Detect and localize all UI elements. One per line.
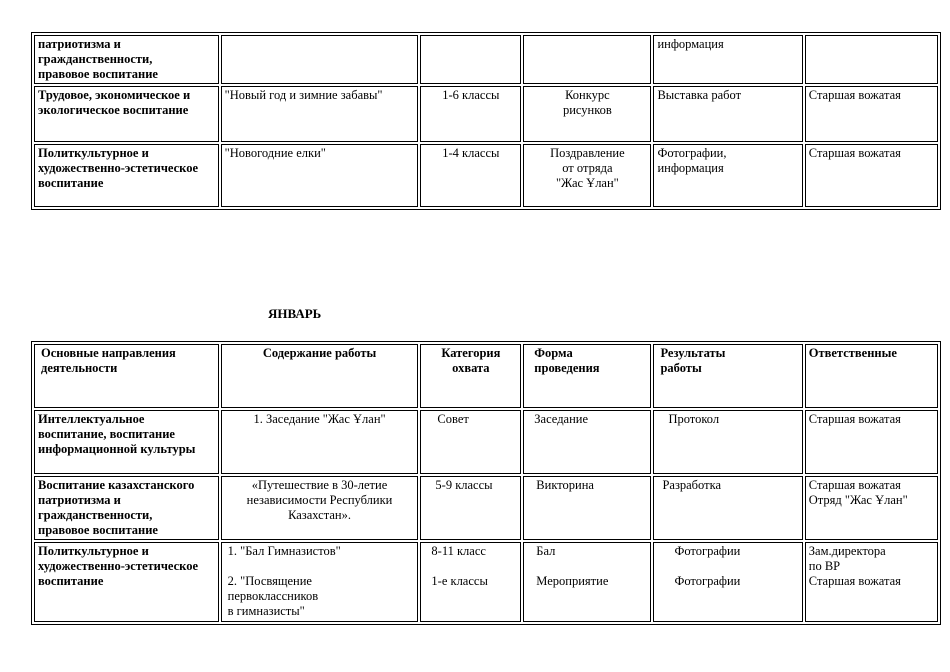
table-january — [31, 341, 941, 625]
cell-result: Фотографии Фотографии — [653, 542, 802, 622]
cell-responsible: Старшая вожатая Отряд "Жас Ұлан" — [805, 476, 938, 540]
month-title: ЯНВАРЬ — [268, 306, 322, 321]
header-result: Результаты работы — [653, 344, 802, 408]
cell-form: Викторина — [523, 476, 651, 540]
table-row — [34, 476, 938, 540]
cell-category: 1-6 классы — [420, 86, 521, 142]
cell-direction: Политкультурное и художественно-эстетическое воспитание — [34, 542, 219, 622]
cell-result: Выставка работ — [653, 86, 802, 142]
cell-result: информация — [653, 35, 802, 84]
cell-result: Фотографии, информация — [653, 144, 802, 207]
cell-content — [221, 35, 419, 84]
header-responsible: Ответственные — [805, 344, 938, 408]
table-row — [34, 35, 938, 84]
cell-content: «Путешествие в 30-летие независимости Республики Казахстан». — [221, 476, 419, 540]
cell-responsible: Зам.директора по ВР Старшая вожатая — [805, 542, 938, 622]
table-row — [34, 144, 938, 207]
header-direction: Основные направления деятельности — [34, 344, 219, 408]
cell-form: Бал Мероприятие — [523, 542, 651, 622]
header-category: Категория охвата — [420, 344, 521, 408]
cell-form — [523, 35, 651, 84]
cell-form: Поздравление от отряда "Жас Ұлан" — [523, 144, 651, 207]
cell-content: 1. "Бал Гимназистов" 2. "Посвящение первоклассников в гимназисты" — [221, 542, 419, 622]
cell-direction: Трудовое, экономическое и экологическое воспитание — [34, 86, 219, 142]
cell-category: 8-11 класс 1-е классы — [420, 542, 521, 622]
cell-responsible: Старшая вожатая — [805, 410, 938, 474]
cell-form: Заседание — [523, 410, 651, 474]
header-form: Форма проведения — [523, 344, 651, 408]
cell-category — [420, 35, 521, 84]
cell-responsible: Старшая вожатая — [805, 144, 938, 207]
table-header-row — [34, 344, 938, 408]
cell-form: Конкурс рисунков — [523, 86, 651, 142]
cell-result: Разработка — [653, 476, 802, 540]
cell-category: Совет — [420, 410, 521, 474]
cell-direction: Интеллектуальное воспитание, воспитание информационной культуры — [34, 410, 219, 474]
cell-content: 1. Заседание "Жас Ұлан" — [221, 410, 419, 474]
table-row — [34, 542, 938, 622]
table-row — [34, 86, 938, 142]
header-content: Содержание работы — [221, 344, 419, 408]
cell-result: Протокол — [653, 410, 802, 474]
cell-direction: Воспитание казахстанского патриотизма и гражданственности, правовое воспитание — [34, 476, 219, 540]
cell-responsible: Старшая вожатая — [805, 86, 938, 142]
cell-direction: Политкультурное и художественно-эстетическое воспитание — [34, 144, 219, 207]
cell-content: "Новый год и зимние забавы" — [221, 86, 419, 142]
cell-content: "Новогодние елки" — [221, 144, 419, 207]
cell-responsible — [805, 35, 938, 84]
cell-direction: патриотизма и гражданственности, правовое воспитание — [34, 35, 219, 84]
cell-category: 5-9 классы — [420, 476, 521, 540]
table-row — [34, 410, 938, 474]
table-december — [31, 32, 941, 210]
cell-category: 1-4 классы — [420, 144, 521, 207]
